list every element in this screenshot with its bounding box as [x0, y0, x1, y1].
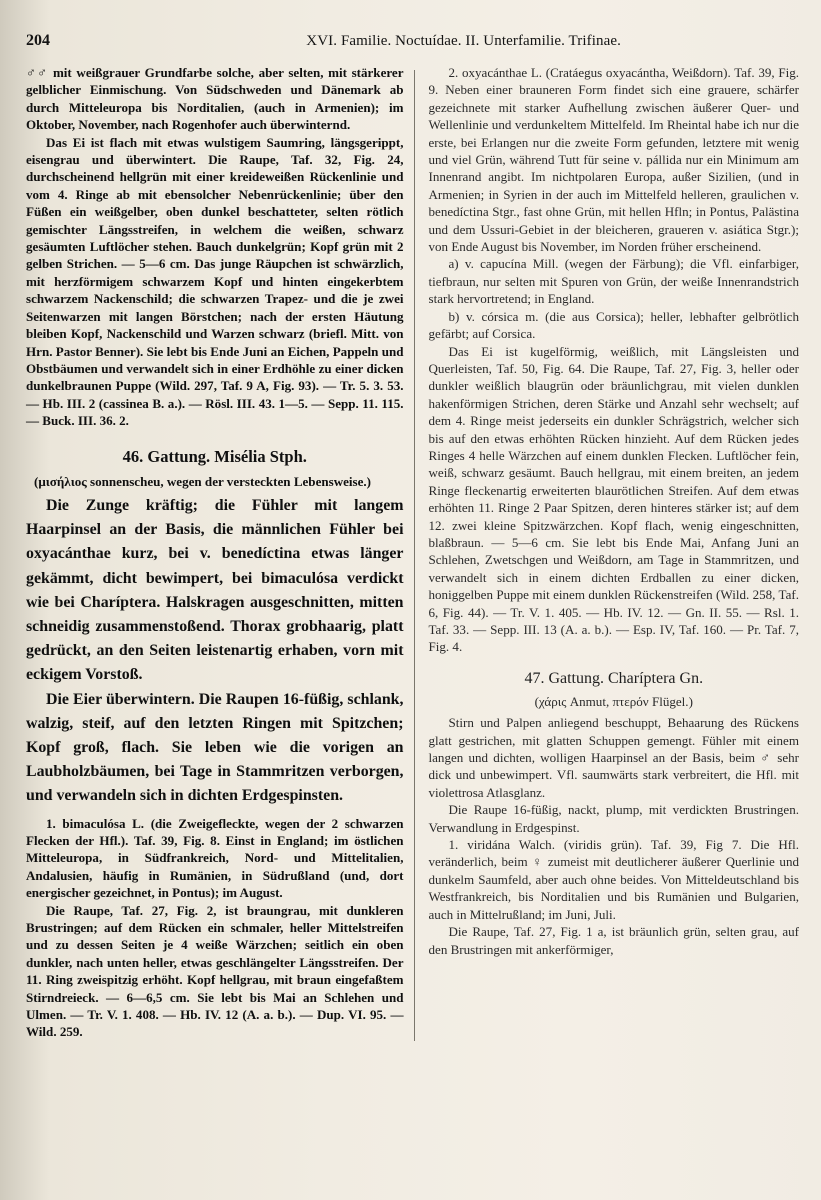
page-header — [26, 32, 799, 50]
species-entry-viridana: 1. viridána Walch. (viridis grün). Taf. 39, Fig 7. Die Hfl. veränderlich, beim ♀ zumeist mit deutlicherer äußerer Querlinie und dunkelm Saumfeld, aber auch ohne beides. Von Mitteldeutschland bis Westfrankreich, bis Norditalien und bis Rumänien und Bulgarien, auch in Mittelrußland; im Juni, Juli. — [428, 837, 799, 922]
paragraph-chariptera-larva: Die Raupe 16-füßig, nackt, plump, mit verdickten Brustringen. Verwandlung in Erdgespinst. — [428, 802, 799, 835]
genus-etymology-chariptera: (χάρις Anmut, πτερόν Flügel.) — [534, 693, 693, 709]
paragraph-egg-larva: Das Ei ist flach mit etwas wulstigem Saumring, längsgerippt, eisengrau und überwintert. Die Raupe, Taf. 32, Fig. 24, durchscheinend hellgrün mit einer kreideweißen Rückenlinie und vom 4. Ringe ab mit ebensolcher Nebenrückenlinie; über den Füßen ein weißgelber, oben dunkel beschatteter, selten rötlich gemischter Längsstreifen, in welchem die weißen, schwarz gesäumten Luftlöcher stehen. Bauch dunkelgrün; Kopf grün mit 2 gelben Strichen. — 5—6 cm. Das junge Räupchen ist schwärzlich, mit herzförmigem schwarzem Kopf und hinten eingekerbtem schwarzem Nackenschild; die schwarzen Trapez- und die je zwei Seitenwarzen mit langen Börstchen; nach der ersten Häutung bleiben Kopf, Nackenschild und Warzen schwarz (briefl. Mitt. von Hrn. Pastor Benner). Sie lebt bis Ende Juni an Eichen, Pappeln und Obstbäumen und verwandelt sich in einer Erdhöhle zu einer dicken dunkelbraunen Puppe (Wild. 297, Taf. 9 A, Fig. 93). — Tr. 5. 3. 53. — Hb. III. 2 (cassinea B. a.). — Rösl. III. 43. 1—5. — Sepp. 11. 115. — Buck. III. 36. 2. — [26, 134, 404, 429]
species-entry-oxyacanthae: 2. oxyacánthae L. (Cratáegus oxyacántha, Weißdorn). Taf. 39, Fig. 9. Neben einer brauneren Form findet sich eine grauere, schärfer gezeichnete mit starker Aufhellung zwischen äußerer Quer- und Wellenlinie und verdunkeltem Mittelfeld. Im Rheintal habe ich nur die erste, bei Erlangen nur die zweite Form gefunden, letztere mit wenig und viel Grün, während Tutt für seine v. pállida nur ein Minimum am Innenrand angibt. Im nichtpolaren Europa, außer Sizilien, (und in Armenien; in Syrien in der auch im Mittelfeld helleren, graulichen v. benedíctina Stgr., fast ohne Grün, mit hellen Hfln; in Pontus, Palästina und dem Ussuri-Gebiet in der bleicheren, graueren v. asiática Stgr.); von Ende August bis November, im Norden früher erscheinend. — [428, 65, 799, 255]
page-number: 204 — [26, 32, 50, 49]
genus-heading-chariptera: 47. Gattung. Charíptera Gn. — [524, 669, 704, 687]
variety-capucina: a) v. capucína Mill. (wegen der Färbung); die Vfl. einfarbiger, tiefbraun, nur selten mit Spuren von Grün, der weiße Innenrandstrich stark hervortretend; in England. — [428, 256, 799, 307]
paragraph-viridana-larva: Die Raupe, Taf. 27, Fig. 1 a, ist bräunlich grün, selten grau, auf den Brustringen mit ankerförmiger, — [428, 924, 799, 957]
paragraph-oxyacanthae-egg-larva: Das Ei ist kugelförmig, weißlich, mit Längsleisten und Querleisten, Taf. 50, Fig. 64. Die Raupe, Taf. 27, Fig. 3, heller oder dunkler weißlich blaugrün oder bräunlichgrau, mit vielen dunklen hakenförmigen Strichen, deren Stärke und Anzahl sehr wechselt; auf dem 4. Ringe meist jederseits ein dunkler Schrägstrich, welcher sich bis auf den etwas erhöhten Rücken hinzieht. Auf dem Rücken jedes Ringes 4 helle Wärzchen auf einem dunklen Flecken. Luftlöcher fein, weiß, schwarz gesäumt. Bauch hellgrau, mit einem breiten, an jedem Ringe fleckenartig erweiterten blaurötlichen Streifen. Auf dem etwas erhöhten 11. Ringe 2 Paar Spitzen, deren hinteres stärker ist; auf dem 12. zwei kleine Spitzwärzchen. Kopf flach, wenig eingeschnitten, blaßbraun. — 5—6 cm. Sie lebt bis Ende Mai, Anfang Juni an Schlehen, Zwetschgen und Weißdorn, am Tage in Stammritzen, und verwandelt sich in einem dichten Erdballen zu einer dicken, honiggelben Puppe mit einem dunklen Rückenstreifen (Wild. 258, Taf. 6, Fig. 44). — Tr. V. 1. 405. — Hb. IV. 12. — Gn. II. 55. — Rsl. 1. Taf. 33. — Sepp. III. 13 (A. a. b.). — Esp. IV, Taf. 160. — Pr. Taf. 7, Fig. 4. — [428, 343, 799, 655]
variety-corsica: b) v. córsica m. (die aus Corsica); heller, lebhafter gelbrötlich gefärbt; auf Corsica. — [428, 308, 799, 342]
paragraph-chariptera-characters: Stirn und Palpen anliegend beschuppt, Behaarung des Rückens glatt gestrichen, mit glatten Schuppen gemengt. Fühler mit einem langen und dichten, wolligen Haarpinsel an der Basis, beim ♂ sehr dick und unbewimpert. Vfl. saumwärts stark verbreitert, die Hfl. mit violettrosa Atlasglanz. — [428, 715, 799, 800]
genus-heading-miselia: 46. Gattung. Misélia Stph. — [122, 446, 307, 466]
right-column — [415, 64, 800, 1041]
species-entry-bimaculosa: 1. bimaculósa L. (die Zweigefleckte, wegen der 2 schwarzen Flecken der Hfl.). Taf. 39, Fig. 8. Einst in England; im östlichen Mitteleuropa, in Südfrankreich, Nord- und Mittelitalien, Andalusien, häufig in Rumänien, in Südrußland (und, dort energischer gezeichnet, in Pontus); im August. — [26, 815, 404, 901]
running-title: XVI. Familie. Noctuídae. II. Unterfamilie. Trifinae. — [306, 33, 621, 49]
left-column — [26, 64, 414, 1041]
two-column-body — [26, 64, 799, 1041]
paragraph-genus-characters: Die Zunge kräftig; die Fühler mit langem Haarpinsel an der Basis, die männlichen Fühler bei oxyacánthae kurz, bei v. benedíctina etwas länger gekämmt, dicht bewimpert, bei bimaculósa verdickt wie bei Charíptera. Halskragen ausgeschnitten, mitten schneidig zusammenstoßend. Thorax grobhaarig, platt gedrückt, an den Seiten leistenartig erhaben, vorn mit eckigem Vorstoß. — [26, 496, 404, 684]
paragraph-genus-larvae: Die Eier überwintern. Die Raupen 16-füßig, schlank, walzig, steif, auf den letzten Ringen mit Spitzchen; Kopf groß, flach. Sie leben wie die vorigen an Laubholzbäumen, bei Tage in Stammritzen verborgen, und verwandeln sich in dichten Erdgespinsten. — [26, 690, 404, 805]
paragraph-male-description: ♂♂ mit weißgrauer Grundfarbe solche, aber selten, mit stärkerer gelblicher Einmischung. Von Südschweden und Dänemark ab durch Mitteleuropa bis Norditalien, (auch in Armenien); im Oktober, November, nach Rogenhofer auch überwinternd. — [26, 65, 404, 133]
paragraph-bimaculosa-larva: Die Raupe, Taf. 27, Fig. 2, ist braungrau, mit dunkleren Brustringen; auf dem Rücken ein schmaler, heller Mittelstreifen und zu dessen Seiten je 4 weiße Wärzchen; seitlich ein oben dunkler, nach unten heller, etwas geschlängelter Längsstreifen. Der 11. Ring zweispitzig erhöht. Kopf hellgrau, mit braun eingefaßtem Stirndreieck. — 6—6,5 cm. Sie lebt bis Mai an Schlehen und Ulmen. — Tr. V. 1. 408. — Hb. IV. 12 (A. a. b.). — Dup. VI. 95. — Wild. 259. — [26, 902, 404, 1040]
genus-etymology: (μισήλιος sonnenscheu, wegen der versteckten Lebensweise.) — [34, 473, 372, 489]
